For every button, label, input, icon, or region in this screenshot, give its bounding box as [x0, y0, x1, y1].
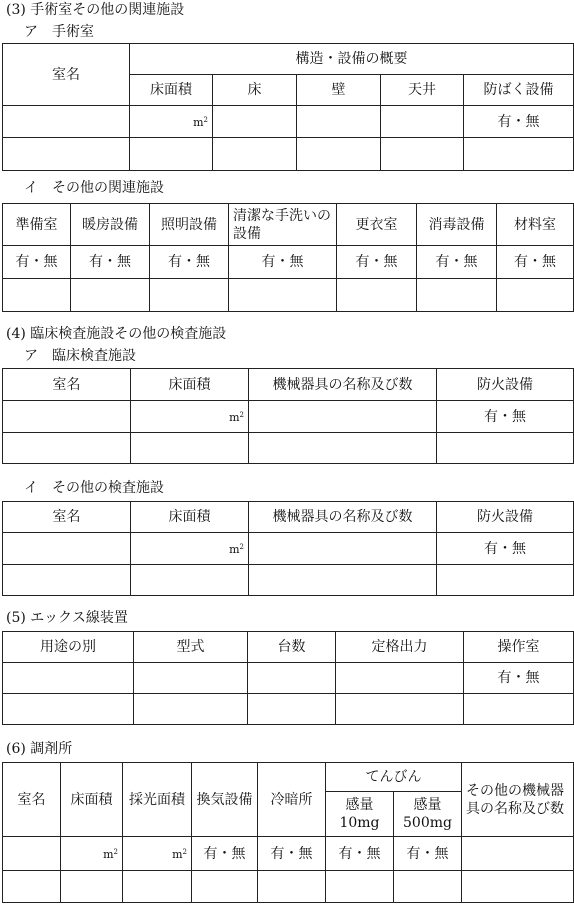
wall-cell — [297, 138, 381, 171]
structure-overview-header: 構造・設備の概要 — [130, 44, 574, 75]
disinfection-header: 消毒設備 — [417, 204, 497, 246]
fire-protection-cell — [437, 565, 574, 596]
pharmacy-table — [2, 762, 574, 903]
fire-protection-header: 防火設備 — [437, 369, 574, 401]
cool-dark-place-header: 冷暗所 — [258, 763, 326, 837]
unit-m: m — [193, 116, 204, 129]
lighting-area-header: 採光面積 — [123, 763, 192, 837]
floor-area-header: 床面積 — [131, 502, 249, 533]
ceiling-header: 天井 — [381, 75, 464, 106]
unit-sup: 2 — [113, 848, 118, 856]
unit-sup: 2 — [182, 848, 187, 856]
section-5-heading: (5) エックス線装置 — [6, 610, 128, 626]
control-room-cell: 有・無 — [464, 663, 574, 694]
unit-sup: 2 — [239, 411, 244, 419]
room-name-header: 室名 — [3, 763, 61, 837]
equipment-header: 機械器具の名称及び数 — [249, 369, 437, 401]
room-name-header: 室名 — [3, 44, 130, 106]
related-facilities-heading: イ その他の関連施設 — [24, 180, 164, 196]
balance-header: てんびん — [326, 763, 462, 792]
sensitivity-10mg-cell: 有・無 — [326, 837, 394, 871]
unit-m: m — [103, 848, 114, 861]
other-equipment-cell — [462, 837, 574, 871]
wall-cell — [297, 106, 381, 138]
floor-area-header: 床面積 — [131, 369, 249, 401]
blank-cell — [229, 279, 337, 312]
unit-m: m — [229, 411, 240, 424]
sensitivity-value: 10mg — [339, 815, 380, 831]
blank-cell — [61, 871, 123, 903]
rated-output-cell — [336, 694, 464, 725]
control-room-header: 操作室 — [464, 632, 574, 663]
room-name-cell — [3, 401, 131, 433]
sensitivity-10mg-header — [326, 792, 394, 837]
model-cell — [134, 694, 248, 725]
other-equipment-header: その他の機械器具の名称及び数 — [462, 763, 574, 837]
room-name-cell — [3, 106, 130, 138]
other-inspection-heading: イ その他の検査施設 — [24, 480, 164, 496]
section-4-heading: (4) 臨床検査施設その他の検査施設 — [6, 326, 227, 342]
explosion-proof-cell: 有・無 — [464, 106, 574, 138]
ceiling-cell — [381, 106, 464, 138]
rated-output-header: 定格出力 — [336, 632, 464, 663]
unit-sup: 2 — [239, 543, 244, 551]
unit-count-cell — [248, 694, 336, 725]
usage-header: 用途の別 — [3, 632, 134, 663]
usage-cell — [3, 663, 134, 694]
equipment-header: 機械器具の名称及び数 — [249, 502, 437, 533]
section-3-heading: (3) 手術室その他の関連施設 — [6, 2, 185, 18]
xray-table — [2, 631, 574, 725]
blank-cell — [192, 871, 258, 903]
fire-protection-header: 防火設備 — [437, 502, 574, 533]
yes-no-cell: 有・無 — [71, 246, 150, 279]
ceiling-cell — [381, 138, 464, 171]
ventilation-cell: 有・無 — [192, 837, 258, 871]
unit-m: m — [172, 848, 183, 861]
explosion-proof-header: 防ばく設備 — [464, 75, 574, 106]
section-6-heading: (6) 調剤所 — [6, 741, 73, 757]
locker-room-header: 更衣室 — [337, 204, 417, 246]
blank-cell — [3, 279, 71, 312]
room-name-cell — [3, 138, 130, 171]
yes-no-cell: 有・無 — [150, 246, 229, 279]
floor-area-header: 床面積 — [130, 75, 213, 106]
explosion-proof-cell — [464, 138, 574, 171]
blank-cell — [394, 871, 462, 903]
clinical-lab-table — [2, 368, 574, 464]
room-name-header: 室名 — [3, 502, 131, 533]
yes-no-cell: 有・無 — [497, 246, 574, 279]
blank-cell — [71, 279, 150, 312]
model-header: 型式 — [134, 632, 248, 663]
handwash-header: 清潔な手洗いの設備 — [229, 204, 337, 246]
blank-cell — [337, 279, 417, 312]
yes-no-cell: 有・無 — [3, 246, 71, 279]
unit-m: m — [229, 543, 240, 556]
unit-sup: 2 — [203, 116, 208, 124]
floor-area-cell — [131, 565, 249, 596]
model-cell — [134, 663, 248, 694]
room-name-cell — [3, 565, 131, 596]
blank-cell — [462, 871, 574, 903]
lighting-area-cell — [123, 837, 192, 871]
ventilation-header: 換気設備 — [192, 763, 258, 837]
yes-no-cell: 有・無 — [417, 246, 497, 279]
sensitivity-label: 感量 — [413, 797, 442, 813]
sensitivity-500mg-cell: 有・無 — [394, 837, 462, 871]
floor-area-cell — [130, 106, 213, 138]
unit-count-header: 台数 — [248, 632, 336, 663]
blank-cell — [3, 871, 61, 903]
room-name-cell — [3, 533, 131, 565]
floor-area-cell — [130, 138, 213, 171]
yes-no-cell: 有・無 — [337, 246, 417, 279]
fire-protection-cell: 有・無 — [437, 533, 574, 565]
floor-area-header: 床面積 — [61, 763, 123, 837]
sensitivity-500mg-header — [394, 792, 462, 837]
floor-area-cell — [61, 837, 123, 871]
unit-count-cell — [248, 663, 336, 694]
room-name-cell — [3, 433, 131, 464]
floor-area-cell — [131, 533, 249, 565]
clinical-lab-heading: ア 臨床検査施設 — [24, 348, 136, 364]
fire-protection-cell: 有・無 — [437, 401, 574, 433]
room-name-header: 室名 — [3, 369, 131, 401]
usage-cell — [3, 694, 134, 725]
blank-cell — [417, 279, 497, 312]
prep-room-header: 準備室 — [3, 204, 71, 246]
yes-no-cell: 有・無 — [229, 246, 337, 279]
rated-output-cell — [336, 663, 464, 694]
lighting-header: 照明設備 — [150, 204, 229, 246]
fire-protection-cell — [437, 433, 574, 464]
floor-area-cell — [131, 401, 249, 433]
blank-cell — [326, 871, 394, 903]
operating-room-heading: ア 手術室 — [24, 24, 94, 40]
related-facilities-table — [2, 203, 574, 312]
operating-room-table — [2, 43, 574, 171]
blank-cell — [258, 871, 326, 903]
cool-dark-place-cell: 有・無 — [258, 837, 326, 871]
equipment-cell — [249, 565, 437, 596]
materials-room-header: 材料室 — [497, 204, 574, 246]
heating-header: 暖房設備 — [71, 204, 150, 246]
floor-cell — [213, 138, 297, 171]
blank-cell — [497, 279, 574, 312]
equipment-cell — [249, 401, 437, 433]
blank-cell — [123, 871, 192, 903]
sensitivity-label: 感量 — [345, 797, 374, 813]
control-room-cell — [464, 694, 574, 725]
equipment-cell — [249, 433, 437, 464]
floor-area-cell — [131, 433, 249, 464]
wall-header: 壁 — [297, 75, 381, 106]
blank-cell — [150, 279, 229, 312]
other-inspection-table — [2, 501, 574, 596]
equipment-cell — [249, 533, 437, 565]
sensitivity-value: 500mg — [403, 815, 452, 831]
room-name-cell — [3, 837, 61, 871]
floor-header: 床 — [213, 75, 297, 106]
floor-cell — [213, 106, 297, 138]
